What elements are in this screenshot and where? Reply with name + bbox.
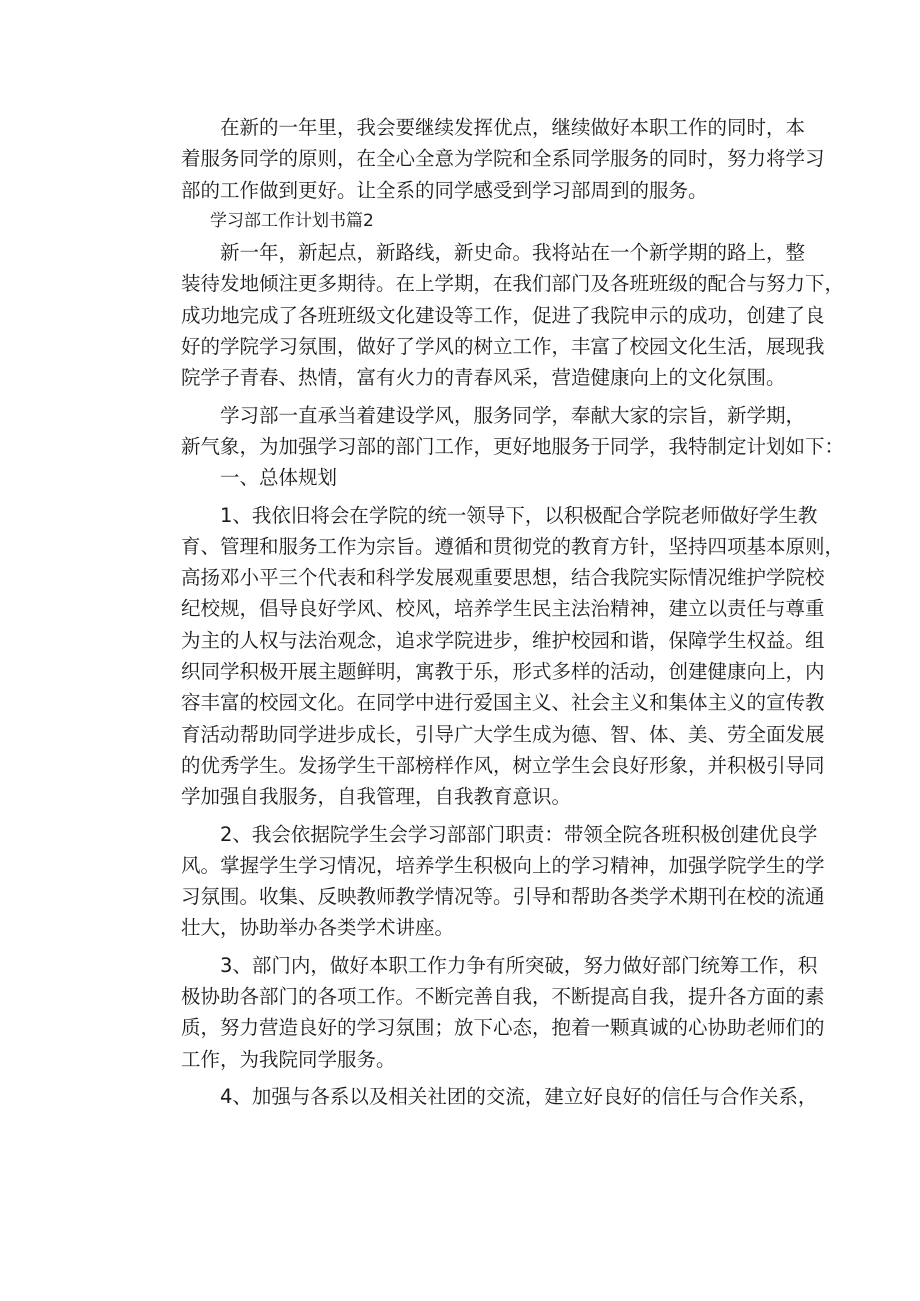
- text-line: 育活动帮助同学进步成长，引导广大学生成为德、智、体、美、劳全面发展: [181, 722, 825, 746]
- text-line: 新一年，新起点，新路线，新史命。我将站在一个新学期的路上，整: [220, 241, 806, 265]
- section-heading-plan-2: [142, 206, 802, 237]
- text-line: 学习部工作计划书篇2: [210, 210, 374, 231]
- text-line: 院学子青春、热情，富有火力的青春风采，营造健康向上的文化氛围。: [181, 366, 786, 390]
- text-line: 2、我会依据院学生会学习部部门职责：带领全院各班积极创建优良学: [220, 822, 818, 846]
- text-line: 织同学积极开展主题鲜明，寓教于乐，形式多样的活动，创建健康向上，内: [181, 660, 825, 684]
- paragraph-new-year-intro: [142, 237, 845, 393]
- text-line: 成功地完成了各班班级文化建设等工作，促进了我院申示的成功，创建了良: [181, 303, 825, 327]
- text-line: 装待发地倾注更多期待。在上学期，在我们部门及各班班级的配合与努力下，: [181, 272, 845, 296]
- paragraph-closing-plan-1: [142, 112, 825, 206]
- paragraph-item-2: [142, 819, 825, 944]
- text-line: 着服务同学的原则，在全心全意为学院和全系同学服务的同时，努力将学习: [181, 147, 825, 171]
- text-line: 风。掌握学生学习情况，培养学生积极向上的学习精神，加强学院学生的学: [181, 853, 825, 877]
- paragraph-item-4: [142, 1081, 818, 1112]
- text-line: 好的学院学习氛围，做好了学风的树立工作，丰富了校园文化生活，展现我: [181, 335, 825, 359]
- text-line: 学加强自我服务，自我管理，自我教育意识。: [181, 785, 572, 809]
- text-line: 1、我依旧将会在学院的统一领导下，以积极配合学院老师做好学生教: [220, 503, 818, 527]
- text-line: 工作，为我院同学服务。: [181, 1047, 396, 1071]
- text-line: 4、加强与各系以及相关社团的交流，建立好良好的信任与合作关系，: [220, 1084, 818, 1108]
- text-line: 为主的人权与法治观念，追求学院进步，维护校园和谐，保障学生权益。组: [181, 628, 825, 652]
- text-line: 高扬邓小平三个代表和科学发展观重要思想，结合我院实际情况维护学院校: [181, 566, 825, 590]
- text-line: 学习部一直承当着建设学风，服务同学，奉献大家的宗旨，新学期，: [220, 403, 806, 427]
- text-line: 极协助各部门的各项工作。不断完善自我，不断提高自我，提升各方面的素: [181, 985, 825, 1009]
- document-body: [142, 112, 845, 1112]
- paragraph-item-1: [142, 500, 845, 813]
- paragraph-item-3: [142, 950, 825, 1075]
- text-line: 壮大，协助举办各类学术讲座。: [181, 916, 455, 940]
- text-line: 容丰富的校园文化。在同学中进行爱国主义、社会主义和集体主义的宣传教: [181, 691, 825, 715]
- text-line: 新气象，为加强学习部的部门工作，更好地服务于同学，我特制定计划如下：: [181, 434, 845, 458]
- text-line: 育、管理和服务工作为宗旨。遵循和贯彻党的教育方针，坚持四项基本原则，: [181, 534, 845, 558]
- section-heading-overall-plan: [142, 462, 802, 493]
- text-line: 一、总体规划: [220, 466, 338, 490]
- text-line: 纪校规，倡导良好学风、校风，培养学生民主法治精神，建立以责任与尊重: [181, 597, 825, 621]
- paragraph-department-purpose: [142, 400, 845, 463]
- text-line: 习氛围。收集、反映教师教学情况等。引导和帮助各类学术期刊在校的流通: [181, 885, 825, 909]
- text-line: 质，努力营造良好的学习氛围；放下心态，抱着一颗真诚的心协助老师们的: [181, 1016, 825, 1040]
- text-line: 3、部门内，做好本职工作力争有所突破，努力做好部门统筹工作，积: [220, 953, 818, 977]
- text-line: 的优秀学生。发扬学生干部榜样作风，树立学生会良好形象，并积极引导同: [181, 753, 825, 777]
- text-line: 在新的一年里，我会要继续发挥优点，继续做好本职工作的同时，本: [220, 116, 806, 139]
- text-line: 部的工作做到更好。让全系的同学感受到学习部周到的服务。: [181, 178, 708, 202]
